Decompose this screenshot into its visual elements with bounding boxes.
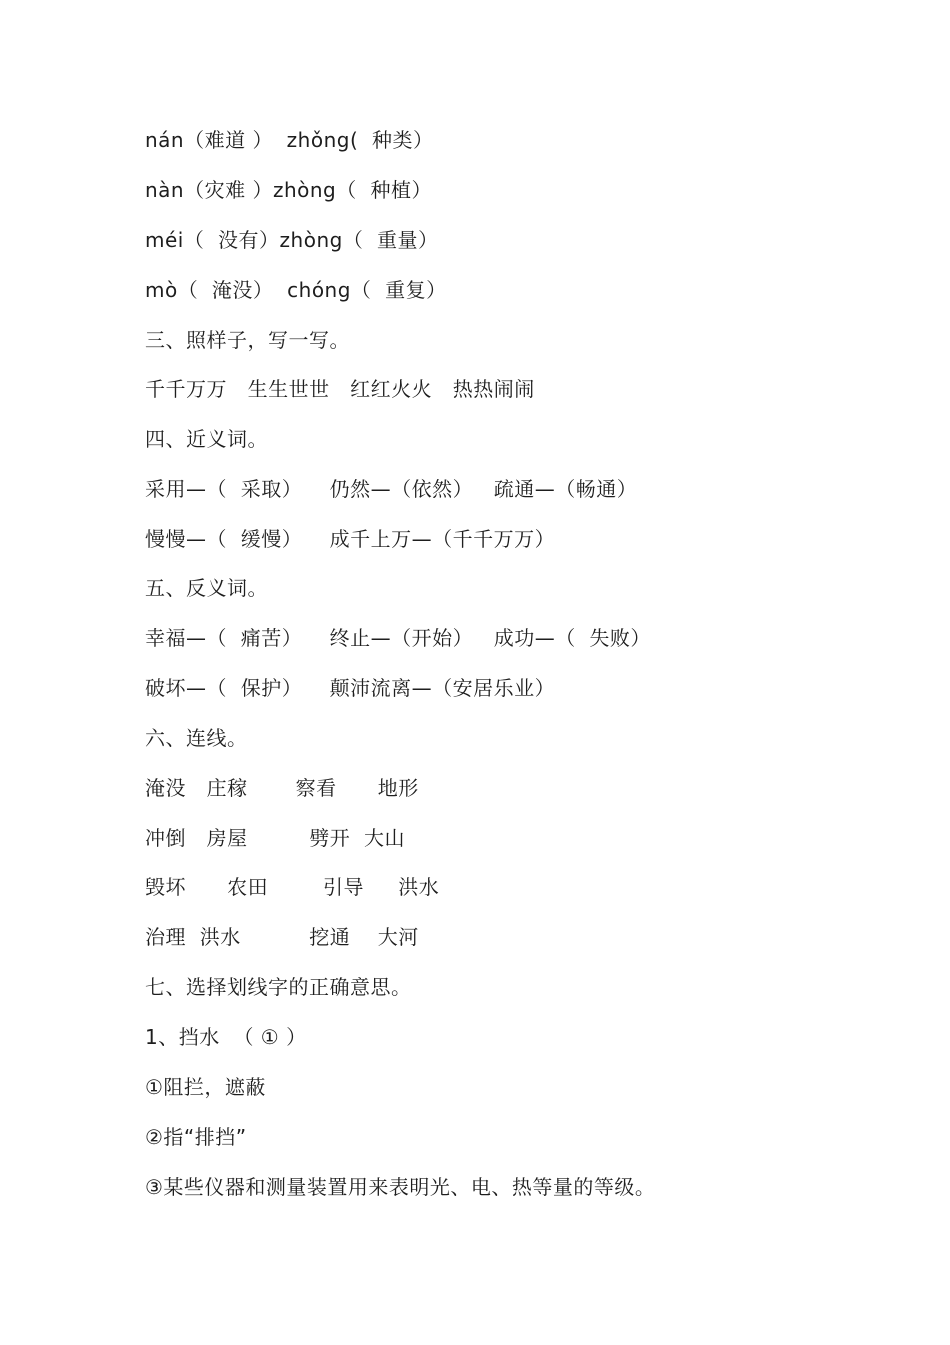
pinyin-line-nan: nán（难道 ） zhǒng( 种类） <box>145 128 434 152</box>
section-heading-3: 三、照样子，写一写。 <box>145 328 350 352</box>
section-heading-5: 五、反义词。 <box>145 576 268 600</box>
matching-line-4: 治理 洪水 挖通 大河 <box>145 925 419 949</box>
section-heading-4: 四、近义词。 <box>145 427 268 451</box>
option-3-line: ③某些仪器和测量装置用来表明光、电、热等量的等级。 <box>145 1175 656 1199</box>
antonym-line-1: 幸福—（ 痛苦） 终止—（开始） 成功—（ 失败） <box>145 626 651 650</box>
antonym-line-2: 破坏—（ 保护） 颠沛流离—（安居乐业） <box>145 676 556 700</box>
synonym-line-2: 慢慢—（ 缓慢） 成千上万—（千千万万） <box>145 527 556 551</box>
option-1-line: ①阻拦，遮蔽 <box>145 1075 266 1099</box>
pinyin-line-mo: mò（ 淹没） chóng（ 重复） <box>145 278 447 302</box>
pinyin-line-mei: méi（ 没有）zhòng（ 重量） <box>145 228 439 252</box>
pinyin-line-nan-zhong: nàn（灾难 ）zhòng（ 种植） <box>145 178 432 202</box>
section-heading-7: 七、选择划线字的正确意思。 <box>145 975 412 999</box>
matching-line-3: 毁坏 农田 引导 洪水 <box>145 875 440 899</box>
synonym-line-1: 采用—（ 采取） 仍然—（依然） 疏通—（畅通） <box>145 477 638 501</box>
matching-line-2: 冲倒 房屋 劈开 大山 <box>145 826 406 850</box>
option-2-line: ②指“排挡” <box>145 1125 247 1149</box>
section-heading-6: 六、连线。 <box>145 726 248 750</box>
example-words-line: 千千万万 生生世世 红红火火 热热闹闹 <box>145 377 535 401</box>
matching-line-1: 淹没 庄稼 察看 地形 <box>145 776 419 800</box>
question-1-line: 1、挡水 （ ① ） <box>145 1025 307 1049</box>
